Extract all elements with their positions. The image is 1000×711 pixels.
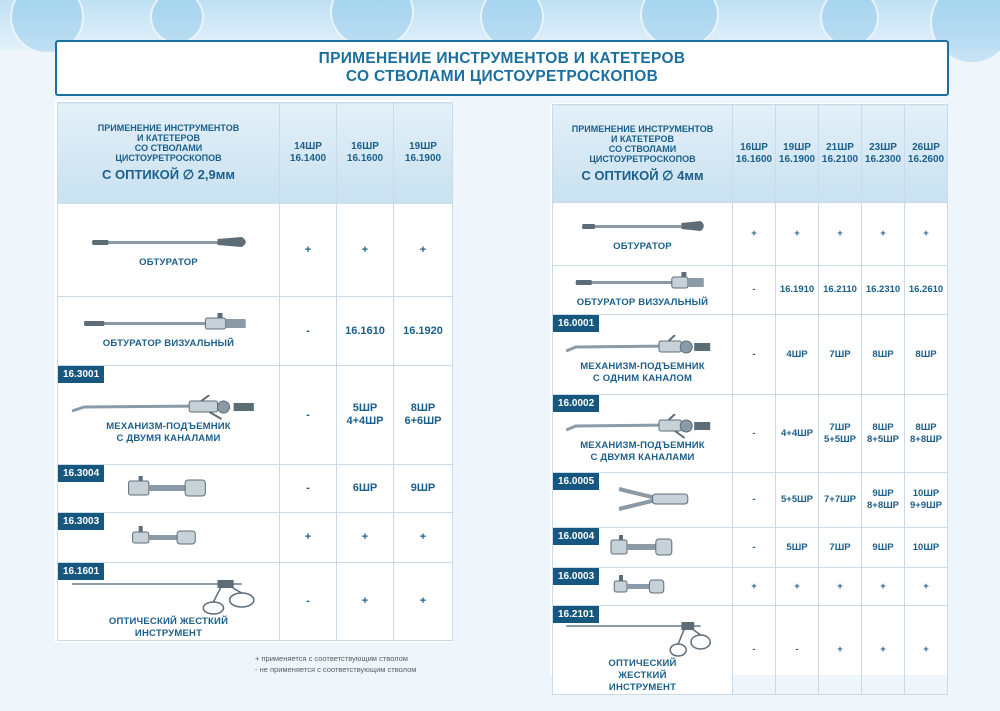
compatibility-cell xyxy=(905,606,948,695)
table-row xyxy=(58,204,453,297)
page-title xyxy=(55,40,949,96)
instrument-name: МЕХАНИЗМ-ПОДЪЕМНИК xyxy=(580,360,705,372)
compatibility-value: 5+5ШР xyxy=(824,433,856,445)
right-optic-label: С ОПТИКОЙ ∅ 4мм xyxy=(581,167,704,183)
compatibility-value: 9+9ШР xyxy=(910,500,942,511)
compatibility-cell xyxy=(776,473,819,528)
compatibility-value: 9ШР xyxy=(872,541,894,553)
compatibility-value: - xyxy=(752,348,756,360)
compatibility-value: + xyxy=(880,644,886,655)
compatibility-value: 16.2110 xyxy=(823,284,857,295)
compatibility-value: - xyxy=(306,324,310,337)
legend xyxy=(255,653,416,675)
compatibility-cell xyxy=(337,563,394,641)
instrument-name: ОБТУРАТОР ВИЗУАЛЬНЫЙ xyxy=(102,338,235,349)
catalog-code-badge: 16.0001 xyxy=(553,315,599,332)
compatibility-cell xyxy=(905,568,948,606)
instrument-cell xyxy=(58,297,280,366)
compatibility-value: + xyxy=(304,243,312,256)
instrument-cell xyxy=(553,606,733,695)
right-header-line: ПРИМЕНЕНИЕ ИНСТРУМЕНТОВ xyxy=(571,123,714,134)
compatibility-cell xyxy=(862,528,905,568)
compatibility-value: + xyxy=(880,228,886,239)
table-row xyxy=(58,366,453,465)
instrument-cell xyxy=(58,366,280,465)
compatibility-value: + xyxy=(794,580,800,592)
compatibility-cell xyxy=(819,606,862,695)
instrument-name: ОБТУРАТОР xyxy=(613,241,672,252)
compatibility-cell xyxy=(862,395,905,473)
instrument-name: ОПТИЧЕСКИЙ xyxy=(608,658,677,669)
compatibility-cell xyxy=(280,366,337,465)
compatibility-cell xyxy=(905,315,948,395)
right-column-header: 16ШР 16.1600 xyxy=(733,105,776,203)
compatibility-cell xyxy=(733,203,776,266)
table-row xyxy=(58,297,453,366)
compatibility-value: - xyxy=(752,541,756,553)
instrument-name: ЖЕСТКИЙ xyxy=(618,670,667,681)
instrument-image xyxy=(553,414,732,440)
right-column-header: 19ШР 16.1900 xyxy=(776,105,819,203)
table-row xyxy=(553,528,948,568)
compatibility-cell xyxy=(819,473,862,528)
compatibility-cell xyxy=(776,528,819,568)
legend-plus: + применяется с соответствующим стволом xyxy=(255,654,408,663)
compatibility-value: 16.1910 xyxy=(779,284,815,295)
instrument-cell xyxy=(58,204,280,297)
compatibility-value: 4ШР xyxy=(786,348,808,360)
compatibility-value: + xyxy=(923,228,929,239)
table-row xyxy=(553,395,948,473)
instrument-name: С ОДНИМ КАНАЛОМ xyxy=(592,372,693,384)
instrument-name: ОПТИЧЕСКИЙ ЖЕСТКИЙ xyxy=(108,615,229,627)
table-row xyxy=(553,568,948,606)
compatibility-cell xyxy=(733,528,776,568)
compatibility-value: 10ШР xyxy=(912,488,940,499)
compatibility-cell xyxy=(337,366,394,465)
compatibility-cell xyxy=(776,203,819,266)
compatibility-value: - xyxy=(752,494,756,505)
instrument-cell xyxy=(58,513,280,563)
compatibility-value: 8ШР xyxy=(872,421,894,433)
compatibility-cell xyxy=(776,315,819,395)
compatibility-value: 4+4ШР xyxy=(346,415,384,427)
compatibility-value: - xyxy=(795,644,799,655)
compatibility-cell xyxy=(733,473,776,528)
compatibility-value: - xyxy=(306,408,310,421)
left-header-line: И КАТЕТЕРОВ xyxy=(137,133,200,143)
compatibility-value: 6ШР xyxy=(352,482,378,494)
instrument-name: С ДВУМЯ КАНАЛАМИ xyxy=(116,433,221,444)
table-row xyxy=(553,266,948,315)
compatibility-cell xyxy=(733,395,776,473)
instrument-image xyxy=(58,395,279,421)
compatibility-value: 5+5ШР xyxy=(781,494,813,505)
catalog-code-badge: 16.0002 xyxy=(553,395,599,412)
catalog-code-badge: 16.1601 xyxy=(58,563,104,580)
compatibility-cell xyxy=(337,204,394,297)
compatibility-value: + xyxy=(361,531,369,543)
compatibility-cell xyxy=(394,513,453,563)
instrument-name: МЕХАНИЗМ-ПОДЪЕМНИК xyxy=(580,439,705,451)
compatibility-value: + xyxy=(419,531,427,543)
left-header-line: ЦИСТОУРЕТРОСКОПОВ xyxy=(115,153,222,163)
compatibility-value: + xyxy=(837,580,843,592)
instrument-name: ОБТУРАТОР ВИЗУАЛЬНЫЙ xyxy=(576,297,709,308)
compatibility-value: + xyxy=(361,595,369,607)
table-row xyxy=(553,606,948,695)
compatibility-value: 9ШР xyxy=(410,482,436,494)
instrument-name: ОБТУРАТОР xyxy=(139,257,198,268)
instrument-cell xyxy=(553,315,733,395)
title-line-2: СО СТВОЛАМИ ЦИСТОУРЕТРОСКОПОВ xyxy=(345,68,659,85)
compatibility-cell xyxy=(819,203,862,266)
instrument-name: ИНСТРУМЕНТ xyxy=(608,682,677,693)
table-row xyxy=(553,315,948,395)
compatibility-cell xyxy=(819,266,862,315)
instrument-image xyxy=(553,487,732,513)
compatibility-value: 7ШР xyxy=(829,541,851,553)
compatibility-cell xyxy=(776,395,819,473)
compatibility-value: 5ШР xyxy=(352,402,378,414)
compatibility-value: 10ШР xyxy=(912,541,940,553)
right-header-line: И КАТЕТЕРОВ xyxy=(611,133,674,144)
compatibility-value: - xyxy=(752,427,756,439)
compatibility-cell xyxy=(733,266,776,315)
catalog-code-badge: 16.3003 xyxy=(58,513,104,530)
left-column-header: 16ШР 16.1600 xyxy=(337,103,394,204)
compatibility-value: 8ШР xyxy=(872,348,894,360)
compatibility-value: 8+5ШР xyxy=(867,433,899,445)
right-column-header: 23ШР 16.2300 xyxy=(862,105,905,203)
compatibility-value: 8ШР xyxy=(915,421,937,433)
left-header-line: ПРИМЕНЕНИЕ ИНСТРУМЕНТОВ xyxy=(97,123,240,133)
compatibility-cell xyxy=(733,315,776,395)
compatibility-value: 16.2610 xyxy=(908,284,944,295)
instrument-name: ИНСТРУМЕНТ xyxy=(134,627,203,639)
compatibility-cell xyxy=(862,568,905,606)
compatibility-cell xyxy=(337,465,394,513)
compatibility-value: 6+6ШР xyxy=(404,415,442,427)
compatibility-cell xyxy=(776,266,819,315)
compatibility-cell xyxy=(905,203,948,266)
compatibility-cell xyxy=(337,297,394,366)
instrument-cell xyxy=(553,568,733,606)
compatibility-value: + xyxy=(923,580,929,592)
compatibility-value: 5ШР xyxy=(786,541,808,553)
catalog-code-badge: 16.3004 xyxy=(58,465,104,482)
compatibility-cell xyxy=(862,606,905,695)
right-header-cell xyxy=(553,105,733,203)
compatibility-cell xyxy=(280,513,337,563)
instrument-name: С ДВУМЯ КАНАЛАМИ xyxy=(590,451,695,463)
compatibility-cell xyxy=(337,513,394,563)
compatibility-cell xyxy=(776,606,819,695)
compatibility-cell xyxy=(862,315,905,395)
compatibility-cell xyxy=(905,473,948,528)
compatibility-value: + xyxy=(794,228,800,239)
compatibility-value: + xyxy=(837,228,843,239)
instrument-image xyxy=(58,312,279,338)
compatibility-value: 8ШР xyxy=(915,348,937,360)
compatibility-cell xyxy=(819,568,862,606)
left-optic-label: С ОПТИКОЙ ∅ 2,9мм xyxy=(102,167,235,182)
title-line-1: ПРИМЕНЕНИЕ ИНСТРУМЕНТОВ И КАТЕТЕРОВ xyxy=(318,50,686,67)
table-row xyxy=(553,473,948,528)
compatibility-value: 7+7ШР xyxy=(824,494,856,505)
left-header-line: СО СТВОЛАМИ xyxy=(134,143,203,153)
compatibility-cell xyxy=(819,315,862,395)
compatibility-cell xyxy=(862,473,905,528)
compatibility-value: 9ШР xyxy=(872,488,894,499)
compatibility-value: + xyxy=(880,580,886,592)
compatibility-cell xyxy=(280,204,337,297)
table-row xyxy=(553,203,948,266)
compatibility-value: 8+8ШР xyxy=(910,433,942,445)
compatibility-cell xyxy=(733,606,776,695)
left-column-header: 19ШР 16.1900 xyxy=(394,103,453,204)
compatibility-value: + xyxy=(751,580,757,592)
compatibility-cell xyxy=(394,297,453,366)
instrument-cell xyxy=(58,563,280,641)
compatibility-value: 7ШР xyxy=(829,421,851,433)
right-header-line: ЦИСТОУРЕТРОСКОПОВ xyxy=(589,153,696,164)
compatibility-cell xyxy=(819,395,862,473)
compatibility-value: 16.1610 xyxy=(345,324,385,337)
compatibility-value: - xyxy=(306,595,310,607)
instrument-image xyxy=(553,335,732,361)
instrument-name: МЕХАНИЗМ-ПОДЪЕМНИК xyxy=(106,421,231,432)
compatibility-value: 16.2310 xyxy=(865,284,901,295)
compatibility-cell xyxy=(905,395,948,473)
right-header-line: СО СТВОЛАМИ xyxy=(608,143,677,154)
instrument-image xyxy=(553,271,732,297)
instrument-cell xyxy=(553,395,733,473)
compatibility-value: - xyxy=(752,644,756,655)
compatibility-value: 4+4ШР xyxy=(781,427,813,439)
catalog-code-badge: 16.0005 xyxy=(553,473,599,490)
catalog-code-badge: 16.2101 xyxy=(553,606,599,623)
compatibility-cell xyxy=(776,568,819,606)
table-row xyxy=(58,465,453,513)
compatibility-value: 16.1920 xyxy=(403,324,443,337)
right-column-header: 26ШР 16.2600 xyxy=(905,105,948,203)
catalog-code-badge: 16.3001 xyxy=(58,366,104,383)
compatibility-value: + xyxy=(304,531,312,543)
compatibility-cell xyxy=(280,297,337,366)
compatibility-value: + xyxy=(751,228,757,239)
compatibility-cell xyxy=(819,528,862,568)
compatibility-cell xyxy=(394,204,453,297)
compatibility-value: - xyxy=(752,284,756,295)
compatibility-value: + xyxy=(419,595,427,607)
compatibility-cell xyxy=(394,563,453,641)
instrument-cell xyxy=(553,528,733,568)
legend-minus: - не применяется с соответствующим стволом xyxy=(255,665,417,674)
catalog-code-badge: 16.0003 xyxy=(553,568,599,585)
compatibility-cell xyxy=(394,366,453,465)
compatibility-value: + xyxy=(419,243,427,256)
compatibility-cell xyxy=(862,266,905,315)
right-column-header: 21ШР 16.2100 xyxy=(819,105,862,203)
table-row xyxy=(58,513,453,563)
compatibility-cell xyxy=(733,568,776,606)
compatibility-value: + xyxy=(837,644,843,655)
compatibility-cell xyxy=(394,465,453,513)
compatibility-cell xyxy=(905,266,948,315)
compatibility-value: + xyxy=(361,243,369,256)
right-compatibility-table xyxy=(552,104,948,695)
left-compatibility-table xyxy=(57,102,453,641)
left-column-header: 14ШР 16.1400 xyxy=(280,103,337,204)
compatibility-cell xyxy=(280,563,337,641)
table-row xyxy=(58,563,453,641)
compatibility-value: - xyxy=(306,482,310,494)
instrument-cell xyxy=(58,465,280,513)
compatibility-cell xyxy=(280,465,337,513)
instrument-cell xyxy=(553,203,733,266)
left-header-cell xyxy=(58,103,280,204)
compatibility-cell xyxy=(862,203,905,266)
compatibility-cell xyxy=(905,528,948,568)
compatibility-value: 8+8ШР xyxy=(867,500,899,511)
compatibility-value: 8ШР xyxy=(410,402,436,414)
instrument-image xyxy=(553,215,732,241)
compatibility-value: + xyxy=(923,644,929,655)
compatibility-value: 7ШР xyxy=(829,348,851,360)
instrument-cell xyxy=(553,266,733,315)
instrument-cell xyxy=(553,473,733,528)
instrument-image xyxy=(58,231,279,257)
catalog-code-badge: 16.0004 xyxy=(553,528,599,545)
